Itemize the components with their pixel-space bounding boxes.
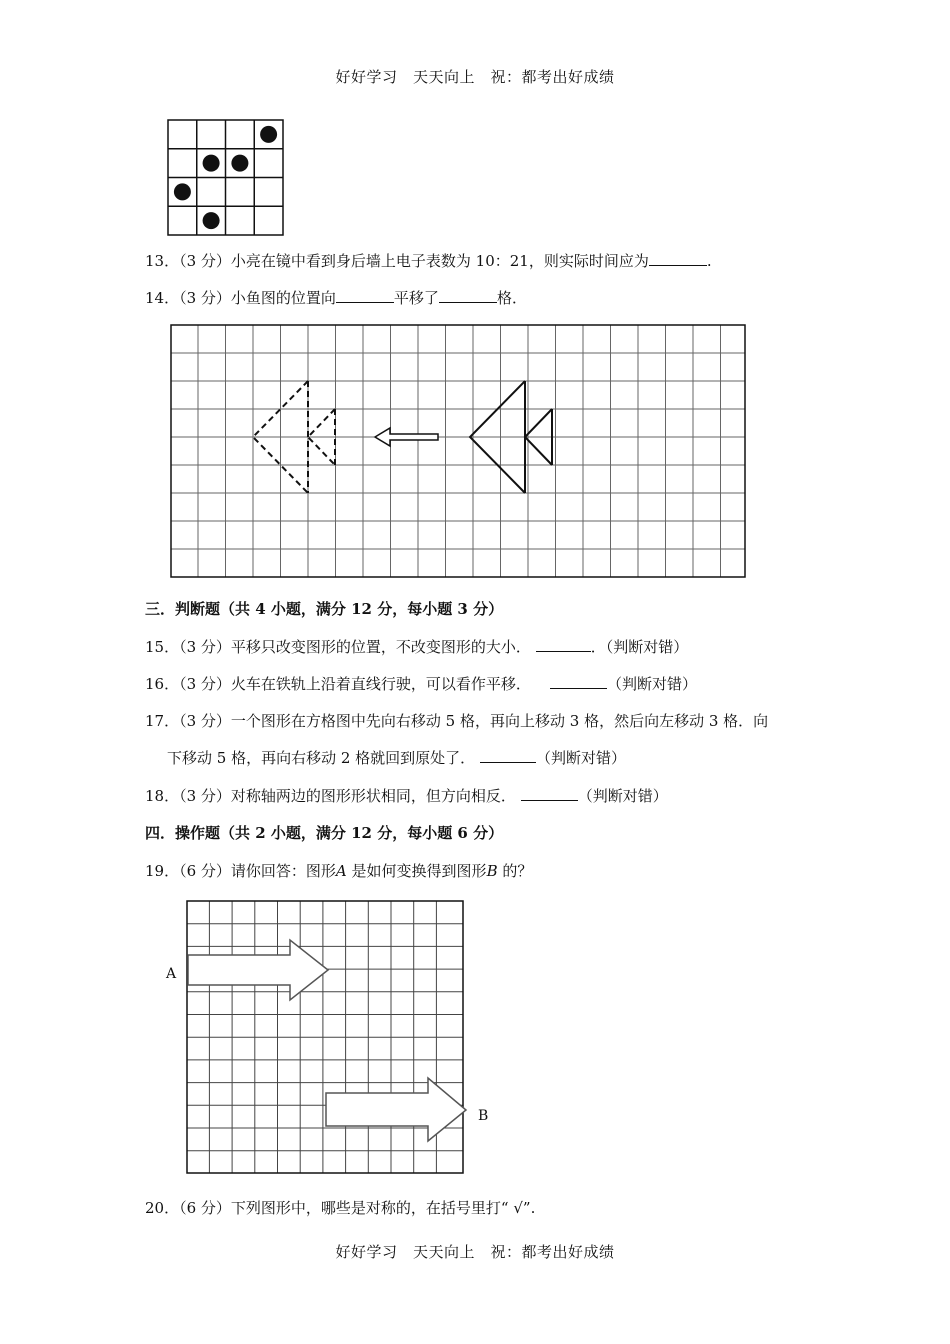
section-4-title: 四．操作题（共 2 小题，满分 12 分，每小题 6 分） <box>145 824 504 842</box>
question-13: 13．（3 分）小亮在镜中看到身后墙上电子表数为 10：21，则实际时间应为 . <box>145 252 712 270</box>
answer-blank[interactable] <box>521 786 578 801</box>
dot <box>231 155 248 172</box>
page-header: 好好学习 天天向上 祝：都考出好成绩 <box>335 68 615 86</box>
question-19: 19．（6 分）请你回答：图形A 是如何变换得到图形B 的？ <box>145 862 533 880</box>
answer-blank-distance[interactable] <box>439 288 497 303</box>
question-17: 17．（3 分）一个图形在方格图中先向右移动 5 格，再向上移动 3 格，然后向左移动 3 格．向 <box>145 712 769 730</box>
answer-blank[interactable] <box>649 251 707 266</box>
label-a: A <box>166 966 177 982</box>
question-18: 18．（3 分）对称轴两边的图形形状相同，但方向相反． （判断对错） <box>145 787 668 805</box>
question-20: 20．（6 分）下列图形中，哪些是对称的，在括号里打“ √”. <box>145 1199 536 1217</box>
arrow-transform-figure <box>160 898 500 1176</box>
answer-blank-direction[interactable] <box>336 288 394 303</box>
answer-blank[interactable] <box>550 674 607 689</box>
fish-translation-figure <box>170 324 746 578</box>
dot-grid-figure <box>167 119 285 237</box>
dot <box>174 183 191 200</box>
dot <box>260 126 277 143</box>
answer-blank[interactable] <box>480 748 536 763</box>
arrow-left-icon <box>375 428 438 446</box>
question-16: 16．（3 分）火车在铁轨上沿着直线行驶，可以看作平移． （判断对错） <box>145 675 698 693</box>
arrow-b-shape <box>326 1078 466 1141</box>
label-b: B <box>478 1108 489 1124</box>
section-3-title: 三．判断题（共 4 小题，满分 12 分，每小题 3 分） <box>145 600 504 618</box>
dot <box>203 212 220 229</box>
question-14: 14．（3 分）小鱼图的位置向 平移了 格． <box>145 289 527 307</box>
page-footer: 好好学习 天天向上 祝：都考出好成绩 <box>335 1243 615 1261</box>
answer-blank[interactable] <box>536 637 591 652</box>
question-15: 15．（3 分）平移只改变图形的位置，不改变图形的大小． ．（判断对错） <box>145 638 689 656</box>
question-17-cont: 下移动 5 格，再向右移动 2 格就回到原处了． （判断对错） <box>167 749 626 767</box>
dot <box>203 155 220 172</box>
